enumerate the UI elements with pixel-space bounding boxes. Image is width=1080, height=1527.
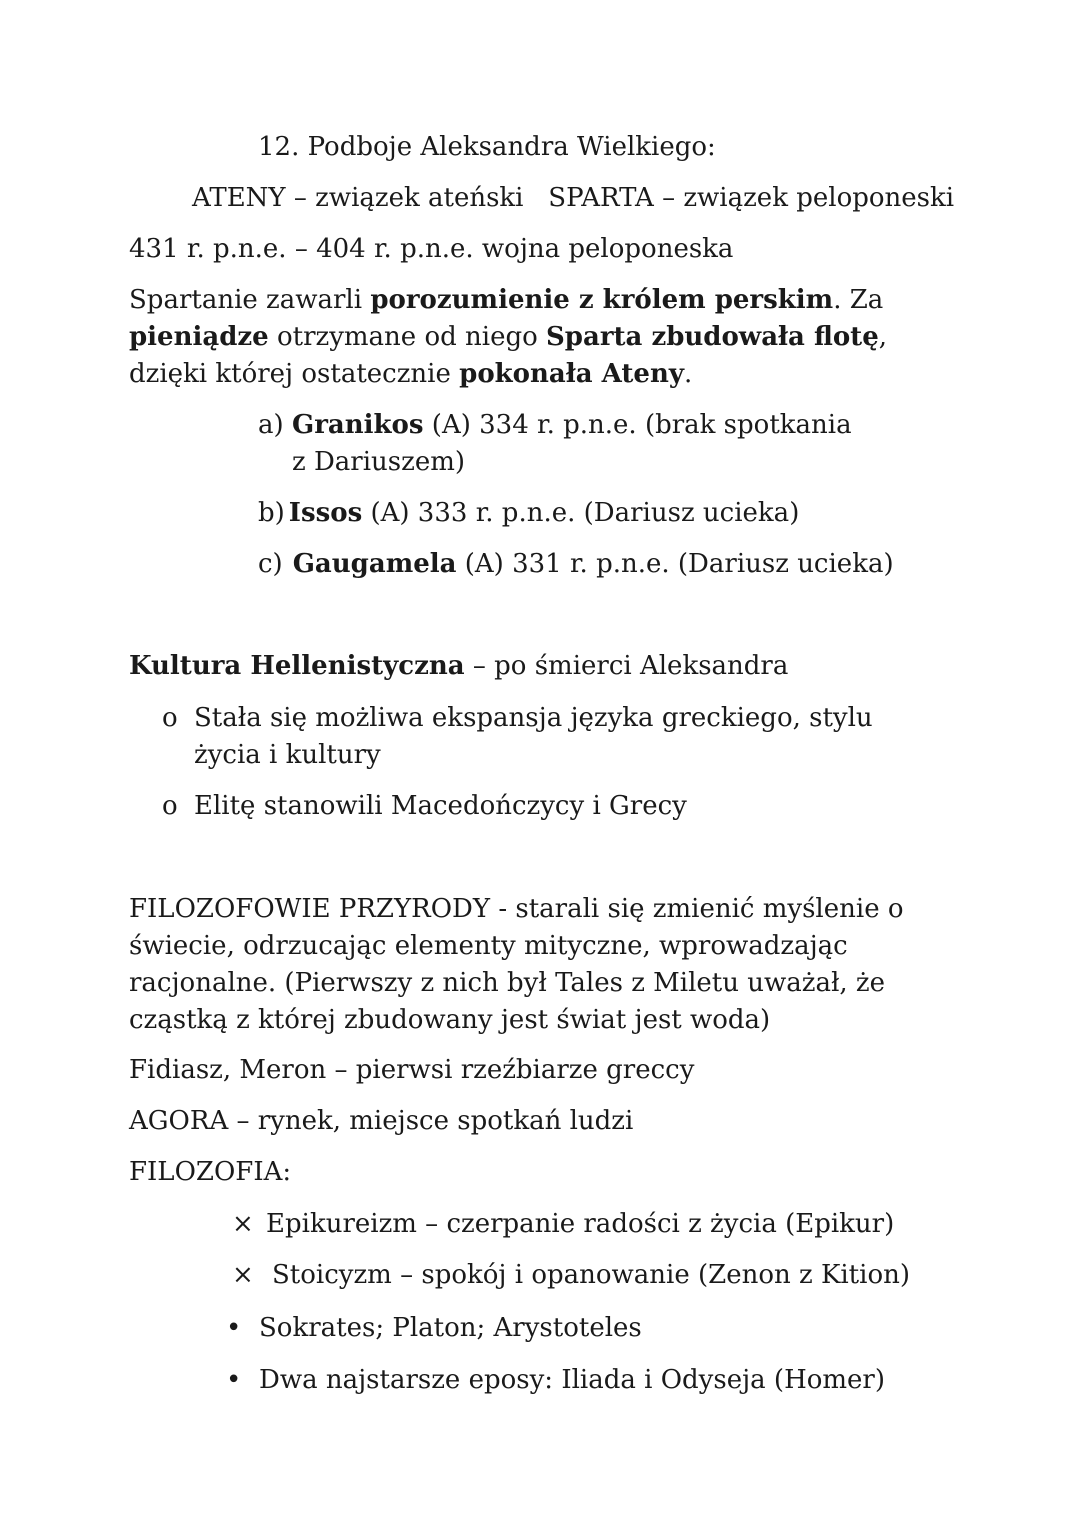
x-bullet: × [232,1260,254,1290]
list-marker: b) [258,498,285,528]
bold-run: pokonała Ateny [459,359,684,389]
bold-run: porozumienie z królem perskim [370,285,834,315]
battle-name: Granikos [292,410,424,440]
agora-line: AGORA – rynek, miejsce spotkań ludzi [129,1106,634,1136]
circle-bullet: o [162,703,178,733]
list-item-text: Stoicyzm – spokój i opanowanie (Zenon z Kition) [272,1260,910,1290]
list-item [226,1310,642,1347]
list-marker: a) [258,410,284,440]
section-heading: 12. Podboje Aleksandra Wielkiego: [258,132,716,162]
battle-item [258,495,799,532]
list-item-text: Dwa najstarsze eposy: Iliada i Odyseja (Homer) [259,1365,886,1395]
dash: – [293,183,307,213]
filozofia-label: FILOZOFIA: [129,1157,292,1187]
filozofowie-paragraph: FILOZOFOWIE PRZYRODY - starali się zmienić myślenie o świecie, odrzucając elementy mityczne, wprowadzając racjonalne. (Pierwszy z nich był Tales z Miletu uważał, że cząstką z której zbudowany jest świat jest woda) [129,894,904,1035]
text-run: Spartanie zawarli [129,285,371,315]
fidiasz-line: Fidiasz, Meron – pierwsi rzeźbiarze greccy [129,1055,695,1085]
list-item-text: Elitę stanowili Macedończycy i Grecy [194,791,687,821]
ateny-label: ATENY [192,183,286,213]
hellen-heading [129,648,788,685]
list-item [226,1362,885,1399]
sparta-desc: związek peloponeski [683,183,955,213]
list-item [232,1206,894,1243]
text-run: otrzymane od niego [268,322,547,352]
list-item-text: Epikureizm – czerpanie radości z życia (Epikur) [266,1209,895,1239]
battle-detail: (A) 331 r. p.n.e. (Dariusz ucieka) [456,549,894,579]
list-item [232,1257,910,1294]
battle-item [258,407,858,481]
ateny-desc: związek ateński [315,183,524,213]
hellen-rest: – po śmierci Aleksandra [464,651,789,681]
battle-item [258,546,894,583]
alliances-line [192,180,954,217]
dot-bullet: • [226,1313,242,1343]
sparta-label: SPARTA [548,183,654,213]
list-item [162,788,922,825]
hellen-title: Kultura Hellenistyczna [129,651,465,681]
list-item [162,700,922,774]
war-line: 431 r. p.n.e. – 404 r. p.n.e. wojna peloponeska [129,234,734,264]
bold-run: Sparta zbudowała flotę [546,322,879,352]
dot-bullet: • [226,1365,242,1395]
text-run: . [683,359,693,389]
text-run: , dzięki której ostatecznie [129,322,888,389]
battle-detail: (A) 333 r. p.n.e. (Dariusz ucieka) [362,498,800,528]
sparta-paragraph [129,282,949,393]
x-bullet: × [232,1209,254,1239]
list-marker: c) [258,549,283,579]
battle-detail: (A) 334 r. p.n.e. (brak spotkania z Dariuszem) [292,410,852,477]
list-item-text: Sokrates; Platon; Arystoteles [259,1313,642,1343]
dash: – [662,183,676,213]
circle-bullet: o [162,791,178,821]
battle-name: Gaugamela [292,549,457,579]
bold-run: pieniądze [129,322,269,352]
text-run: . Za [833,285,884,315]
battle-name: Issos [288,498,363,528]
list-item-text: Stała się możliwa ekspansja języka greckiego, stylu życia i kultury [194,703,873,770]
